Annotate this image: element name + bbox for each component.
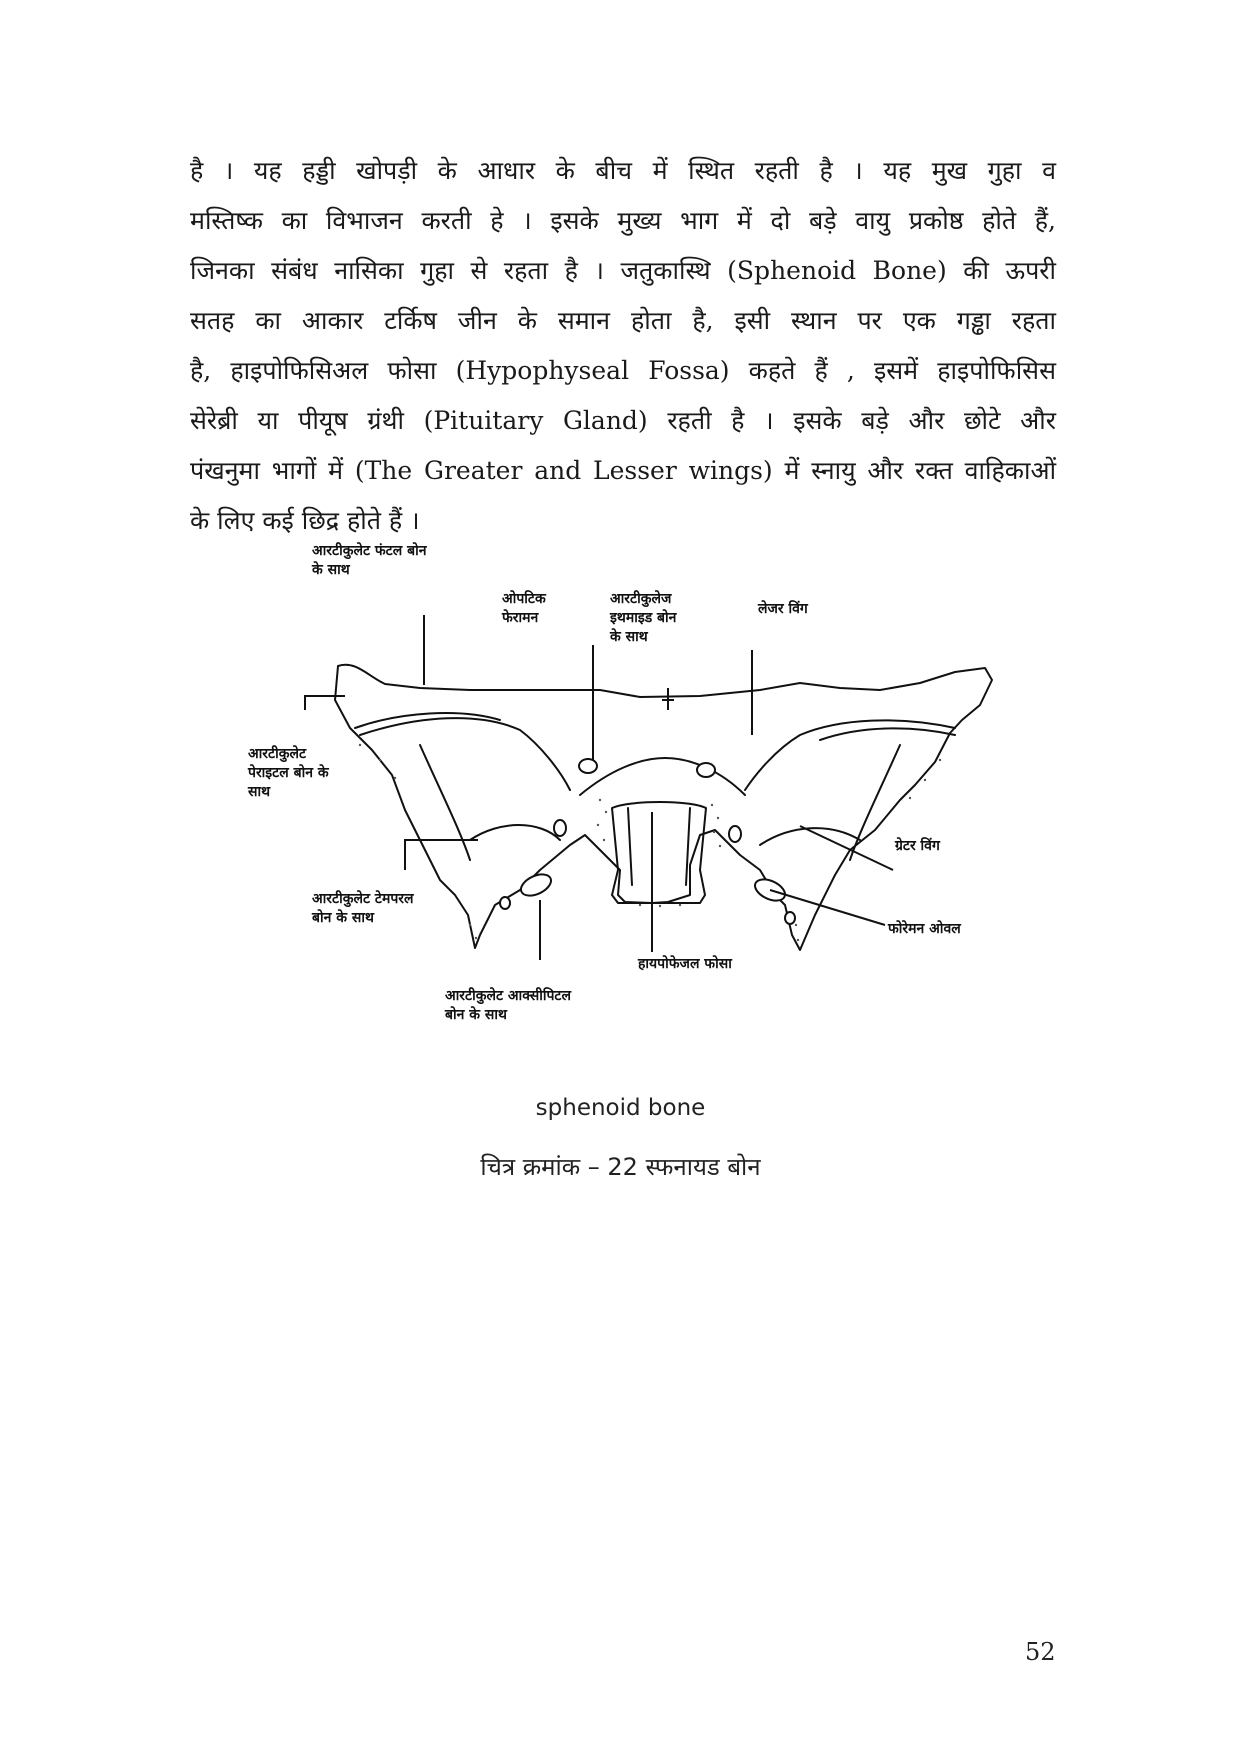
body-paragraph — [190, 146, 1056, 546]
foramen-ovale-left — [518, 870, 555, 900]
page-number: 52 — [1025, 1638, 1056, 1666]
bone-outline — [335, 665, 992, 950]
leader-ethmoid — [662, 688, 674, 710]
foramen-spinosum-left — [500, 897, 510, 909]
paragraph-line: मस्तिष्क का विभाजन करती हे । इसके मुख्य भाग में दो बड़े वायु प्रकोष्ठ होते हैं, — [190, 206, 1056, 235]
label-articulate-occipital: आरटीकुलेट आक्सीपिटल बोन के साथ — [445, 988, 571, 1023]
lesser-wing-ridge — [355, 713, 955, 790]
label-lesser-wing: लेजर विंग — [758, 601, 808, 617]
foramen-spinosum-right — [785, 912, 795, 924]
optic-foramen-left — [579, 759, 597, 773]
body-of-sphenoid — [580, 758, 745, 795]
sella-turcica — [612, 802, 706, 903]
foramen-rotundum-right — [729, 826, 741, 842]
label-articulate-frontal: आरटीकुलेट फंटल बोन के साथ — [312, 543, 427, 578]
label-foramen-ovale: फोरेमन ओवल — [888, 921, 961, 937]
label-articulate-parietal: आरटीकुलेट पेराइटल बोन के साथ — [248, 746, 329, 800]
label-articulate-ethmoid: आरटीकुलेज इथमाइड बोन के साथ — [610, 591, 677, 645]
optic-foramen-right — [697, 763, 715, 777]
paragraph-line: सेरेब्री या पीयूष ग्रंथी (Pituitary Gland) रहती है । इसके बड़े और छोटे और — [190, 406, 1056, 435]
paragraph-line: जिनका संबंध नासिका गुहा से रहता है । जतुकास्थि (Sphenoid Bone) की ऊपरी — [190, 256, 1056, 285]
paragraph-line: है । यह हड्डी खोपड़ी के आधार के बीच में स्थित रहती है । यह मुख गुहा व — [190, 156, 1056, 185]
paragraph-line: है, हाइपोफिसिअल फोसा (Hypophyseal Fossa) कहते हैं , इसमें हाइपोफिसिस — [190, 356, 1056, 385]
greater-wing-contour — [470, 825, 860, 845]
label-greater-wing: ग्रेटर विंग — [895, 838, 940, 854]
leader-temporal — [405, 840, 478, 870]
stipple-shading — [359, 744, 941, 941]
label-optic-foramen: ओपटिक फेरामन — [502, 591, 546, 626]
figure-caption-english: sphenoid bone — [535, 1095, 706, 1121]
paragraph-line: पंखनुमा भागों में (The Greater and Lesser wings) में स्नायु और रक्त वाहिकाओं — [190, 456, 1056, 485]
paragraph-line: के लिए कई छिद्र होते हैं । — [190, 506, 420, 535]
label-hypophyseal-fossa: हायपोफेजल फोसा — [638, 956, 732, 972]
sphenoid-figure — [0, 545, 1241, 1065]
figure-caption-hindi: चित्र क्रमांक – 22 स्फनायड बोन — [480, 1153, 761, 1181]
paragraph-line: सतह का आकार टर्किष जीन के समान होता है, इसी स्थान पर एक गड्ढा रहता — [190, 306, 1056, 335]
foramen-rotundum-left — [554, 820, 566, 836]
label-articulate-temporal: आरटीकुलेट टेमपरल बोन के साथ — [312, 891, 414, 926]
